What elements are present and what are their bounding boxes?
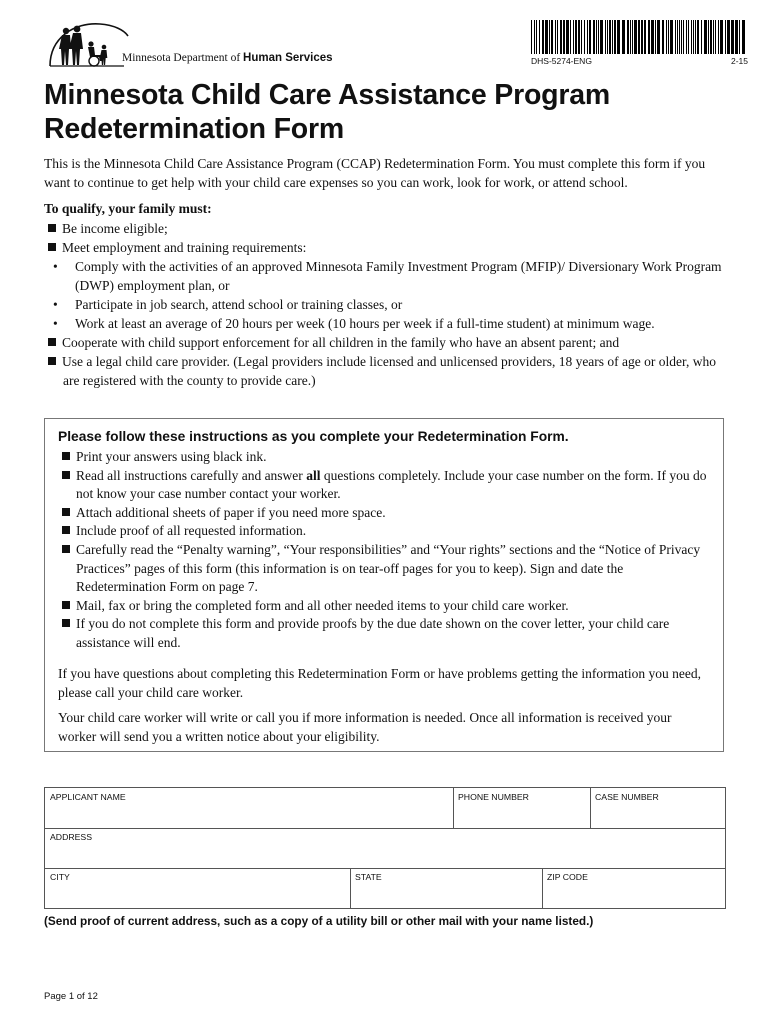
barcode-bar (557, 20, 558, 54)
address-field[interactable] (49, 845, 721, 865)
barcode-bar (539, 20, 540, 54)
form-number: DHS-5274-ENG (531, 56, 592, 66)
barcode-bar (655, 20, 656, 54)
barcode-bar (697, 20, 699, 54)
barcode-bar (713, 20, 714, 54)
barcode-bar (731, 20, 734, 54)
barcode-bar (668, 20, 669, 54)
phone-number-label: PHONE NUMBER (458, 792, 529, 802)
square-bullet-icon (62, 508, 70, 516)
list-item (62, 467, 712, 504)
applicant-name-label: APPLICANT NAME (50, 792, 126, 802)
barcode-bar (718, 20, 719, 54)
barcode-bar (617, 20, 620, 54)
barcode-bar (549, 20, 550, 54)
list-item-text: Use a legal child care provider. (Legal providers include licensed and unlicensed providers, 18 years of age or older, who are registered with the county to provide care.) (62, 354, 716, 388)
list-item (48, 295, 728, 314)
barcode-bar (612, 20, 613, 54)
zip-code-field[interactable] (546, 885, 721, 905)
barcode-bar (693, 20, 694, 54)
round-bullet-icon: • (53, 316, 58, 331)
barcode-bar (630, 20, 631, 54)
zip-code-cell (542, 868, 725, 908)
barcode-bar (720, 20, 723, 54)
barcode-bar (598, 20, 599, 54)
barcode-bar (584, 20, 585, 54)
barcode-bar (607, 20, 608, 54)
list-item (62, 597, 712, 616)
barcode-bar (681, 20, 682, 54)
eligibility-paragraph: Your child care worker will write or call you if more information is needed. Once all information is received your worker will send you a written notice about your eligibility. (58, 710, 672, 744)
barcode-bar (589, 20, 591, 54)
list-item-text: Mail, fax or bring the completed form and all other needed items to your child care worker. (76, 597, 569, 613)
square-bullet-icon (62, 545, 70, 553)
list-item (62, 541, 712, 597)
barcode-bar (683, 20, 684, 54)
barcode-bar (555, 20, 556, 54)
barcode-bar (627, 20, 629, 54)
list-item (48, 219, 728, 238)
barcode-bar (675, 20, 676, 54)
list-item (62, 522, 712, 541)
applicant-info-table (44, 787, 726, 909)
barcode-bar (622, 20, 625, 54)
barcode-bar (657, 20, 660, 54)
qualify-list (48, 219, 728, 390)
barcode-bar (575, 20, 577, 54)
city-label: CITY (50, 872, 70, 882)
barcode-bar (735, 20, 738, 54)
list-item (62, 615, 712, 652)
barcode-bar (600, 20, 603, 54)
city-cell (45, 868, 350, 908)
barcode-bar (593, 20, 595, 54)
form-date: 2-15 (730, 56, 748, 66)
zip-code-label: ZIP CODE (547, 872, 588, 882)
title-line-2: Redetermination Form (44, 113, 345, 145)
list-item-text: Carefully read the “Penalty warning”, “Your responsibilities” and “Your rights” sections and the “Notice of Privacy Practices” pages of this form (this information is on tear-off pages for you to keep). Sign and date the Redetermination Form on page 7. (76, 541, 701, 595)
department-name-bold: Human Services (243, 52, 333, 64)
barcode-bar (570, 20, 571, 54)
list-item-text: Attach additional sheets of paper if you need more space. (76, 504, 386, 520)
barcode-bar (677, 20, 678, 54)
barcode-bar (531, 20, 532, 54)
applicant-name-cell (45, 788, 453, 828)
barcode-bar (701, 20, 702, 54)
barcode-bar (715, 20, 716, 54)
barcode-bar (742, 20, 745, 54)
list-item-text: Cooperate with child support enforcement for all children in the family who have an absent parent; and (62, 335, 620, 350)
barcode-bar (695, 20, 696, 54)
barcode-bar (725, 20, 726, 54)
list-item (62, 448, 712, 467)
list-item-text: Participate in job search, attend school or training classes, or (75, 297, 403, 312)
phone-number-field[interactable] (457, 805, 586, 825)
barcode-bar (596, 20, 597, 54)
title-line-1: Minnesota Child Care Assistance Program (44, 79, 611, 111)
barcode-bar (551, 20, 553, 54)
list-item (48, 352, 728, 390)
emphasis-all: all (306, 467, 321, 483)
barcode-bar (648, 20, 650, 54)
barcode-bar (560, 20, 562, 54)
barcode-bar (691, 20, 692, 54)
round-bullet-icon: • (53, 297, 58, 312)
dhs-logo-icon (44, 20, 130, 68)
square-bullet-icon (62, 619, 70, 627)
square-bullet-icon (48, 338, 56, 346)
square-bullet-icon (48, 243, 56, 251)
case-number-cell (590, 788, 725, 828)
case-number-label: CASE NUMBER (595, 792, 659, 802)
list-item (48, 238, 728, 257)
instructions-heading: Please follow these instructions as you complete your Redetermination Form. (58, 429, 569, 444)
barcode-bar (644, 20, 646, 54)
barcode-bar (727, 20, 730, 54)
barcode-bar (545, 20, 548, 54)
list-item-text: Include proof of all requested information. (76, 523, 307, 539)
barcode-bar (666, 20, 667, 54)
address-cell (45, 828, 725, 868)
list-item (48, 333, 728, 352)
list-item-text: Be income eligible; (62, 221, 168, 236)
list-item-text: Print your answers using black ink. (76, 449, 267, 464)
intro-paragraph: This is the Minnesota Child Care Assistance Program (CCAP) Redetermination Form. You must complete this form if you want to continue to get help with your child care expenses so you can work, look for work, or attend school. (44, 156, 706, 190)
barcode-bar (638, 20, 640, 54)
barcode-bar (704, 20, 707, 54)
barcode-bar (708, 20, 709, 54)
list-item-text: Meet employment and training requirements: (62, 240, 307, 255)
barcode-bar (563, 20, 565, 54)
square-bullet-icon (62, 471, 70, 479)
state-field[interactable] (354, 885, 538, 905)
phone-number-cell (453, 788, 590, 828)
barcode-bar (662, 20, 664, 54)
barcode-bar (710, 20, 712, 54)
barcode-bar (679, 20, 680, 54)
barcode-bar (587, 20, 588, 54)
barcode-bar (536, 20, 537, 54)
city-field[interactable] (49, 885, 346, 905)
barcode-bar (670, 20, 673, 54)
list-item-text: Comply with the activities of an approved Minnesota Family Investment Program (MFIP)/ Diversionary Work Program (DWP) employment plan, or (75, 259, 722, 293)
barcode-bar (651, 20, 654, 54)
square-bullet-icon (62, 526, 70, 534)
proof-of-address-note: (Send proof of current address, such as a copy of a utility bill or other mail with your name listed.) (44, 914, 594, 928)
list-item (62, 504, 712, 523)
square-bullet-icon (48, 357, 56, 365)
barcode-bar (581, 20, 582, 54)
list-item-text: Work at least an average of 20 hours per week (10 hours per week if a full-time student) at minimum wage. (75, 316, 655, 331)
barcode-bar (573, 20, 574, 54)
department-prefix: Minnesota Department of (122, 52, 241, 64)
instructions-box (44, 418, 724, 752)
barcode-bar (634, 20, 637, 54)
case-number-field[interactable] (594, 805, 721, 825)
square-bullet-icon (62, 452, 70, 460)
barcode-bar (641, 20, 643, 54)
questions-paragraph: If you have questions about completing this Redetermination Form or have problems getting the information you need, please call your child care worker. (58, 666, 701, 700)
list-item-text: questions completely. Include your case number on the form. If you do not know your case number contact your worker. (76, 467, 707, 502)
barcode-bar (578, 20, 580, 54)
barcode-bar (688, 20, 689, 54)
state-cell (350, 868, 542, 908)
barcode-icon (531, 20, 748, 54)
barcode-bar (566, 20, 569, 54)
instructions-list (62, 448, 712, 653)
square-bullet-icon (48, 224, 56, 232)
qualify-heading: To qualify, your family must: (44, 201, 212, 216)
barcode-bar (686, 20, 687, 54)
list-item (48, 257, 728, 295)
barcode-bar (542, 20, 544, 54)
barcode-bar (739, 20, 740, 54)
page-number: Page 1 of 12 (44, 991, 98, 1002)
page-title (44, 78, 744, 146)
list-item-text: If you do not complete this form and provide proofs by the due date shown on the cover letter, your child care assistance will end. (76, 616, 670, 650)
barcode-bar (534, 20, 535, 54)
barcode-bar (614, 20, 616, 54)
barcode-bar (609, 20, 611, 54)
round-bullet-icon: • (53, 259, 58, 274)
barcode-bar (605, 20, 606, 54)
applicant-name-field[interactable] (49, 805, 449, 825)
state-label: STATE (355, 872, 382, 882)
square-bullet-icon (62, 601, 70, 609)
barcode-bar (632, 20, 633, 54)
list-item-text: Read all instructions carefully and answer (76, 467, 303, 483)
address-label: ADDRESS (50, 832, 92, 842)
department-name (122, 52, 333, 64)
list-item (48, 314, 728, 333)
